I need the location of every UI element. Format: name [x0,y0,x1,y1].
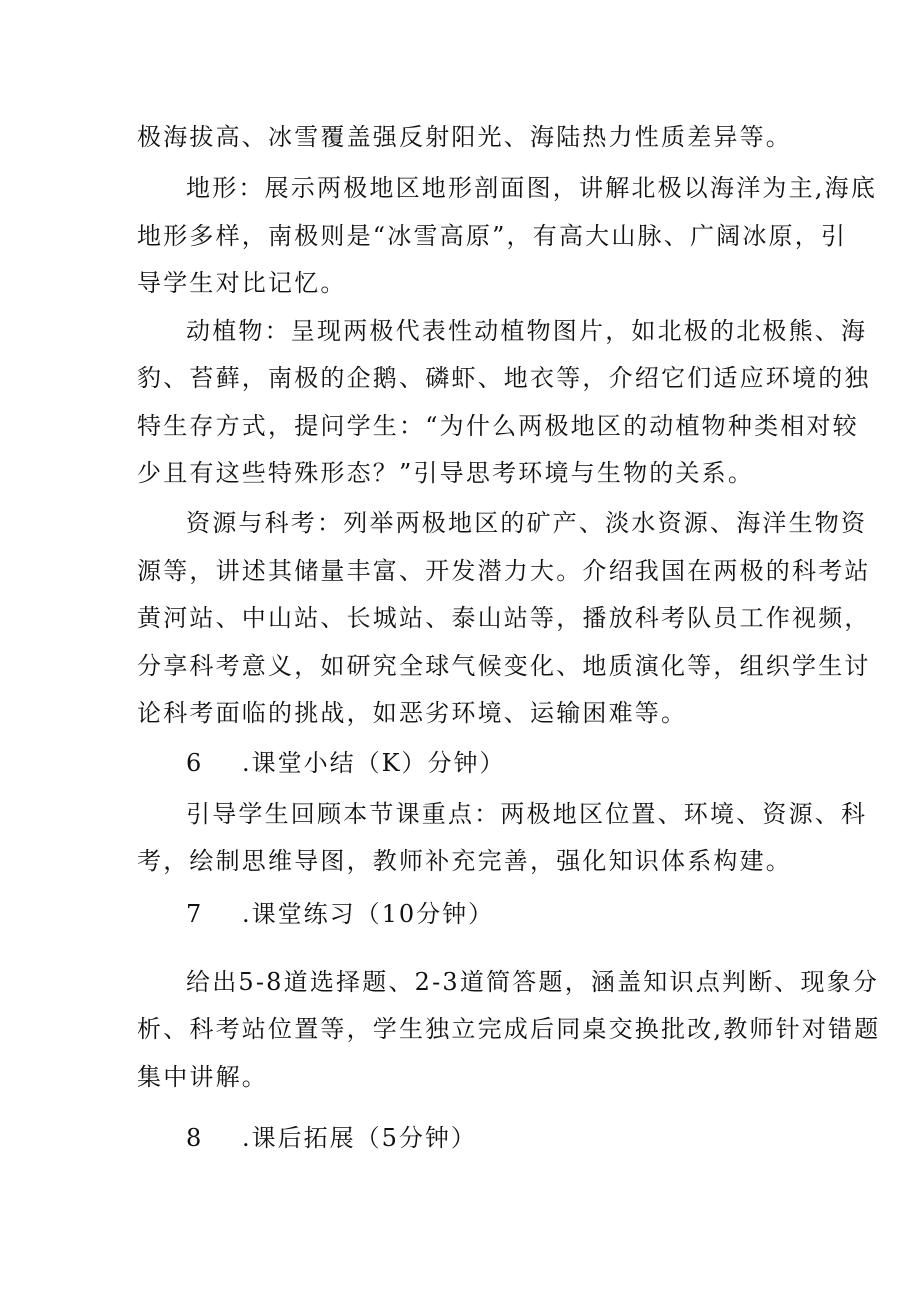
section-7-line-1: 给出5-8道选择题、2-3道简答题，涵盖知识点判断、现象分 [186,968,880,996]
section-8-title: .课后拓展（5分钟） [242,1124,477,1152]
section-7-line-2: 析、科考站位置等，学生独立完成后同桌交换批改,教师针对错题 [137,1015,881,1043]
terrain-line-2: 地形多样，南极则是“冰雪高原”，有高大山脉、广阔冰原，引 [137,222,848,250]
fauna-line-3: 特生存方式，提问学生：“为什么两极地区的动植物种类相对较 [137,412,859,440]
section-6-line-1: 引导学生回顾本节课重点：两极地区位置、环境、资源、科 [186,800,868,828]
terrain-line-3: 导学生对比记忆。 [137,269,347,297]
terrain-line-1: 地形：展示两极地区地形剖面图，讲解北极以海洋为主,海底 [186,174,878,202]
resources-line-1: 资源与科考：列举两极地区的矿产、淡水资源、海洋生物资 [186,509,868,537]
resources-line-2: 源等，讲述其储量丰富、开发潜力大。介绍我国在两极的科考站 [137,557,871,585]
fauna-line-2: 豹、苔藓，南极的企鹅、磷虾、地衣等，介绍它们适应环境的独 [137,364,871,392]
section-6-line-2: 考，绘制思维导图，教师补充完善，强化知识体系构建。 [137,847,792,875]
climate-line-1: 极海拔高、冰雪覆盖强反射阳光、海陆热力性质差异等。 [137,123,792,151]
fauna-line-1: 动植物：呈现两极代表性动植物图片，如北极的北极熊、海 [186,317,868,345]
section-8-number: 8 [186,1124,202,1152]
resources-line-5: 论科考面临的挑战，如恶劣环境、运输困难等。 [137,699,688,727]
section-6-title: .课堂小结（K）分钟） [242,749,506,777]
section-7-number: 7 [186,900,202,928]
section-7-title: .课堂练习（10分钟） [242,900,495,928]
resources-line-4: 分享科考意义，如研究全球气候变化、地质演化等，组织学生讨 [137,652,871,680]
resources-line-3: 黄河站、中山站、长城站、泰山站等，播放科考队员工作视频， [137,604,871,632]
fauna-line-4: 少且有这些特殊形态？”引导思考环境与生物的关系。 [137,459,755,487]
section-7-line-3: 集中讲解。 [137,1063,268,1091]
section-6-number: 6 [186,749,202,777]
